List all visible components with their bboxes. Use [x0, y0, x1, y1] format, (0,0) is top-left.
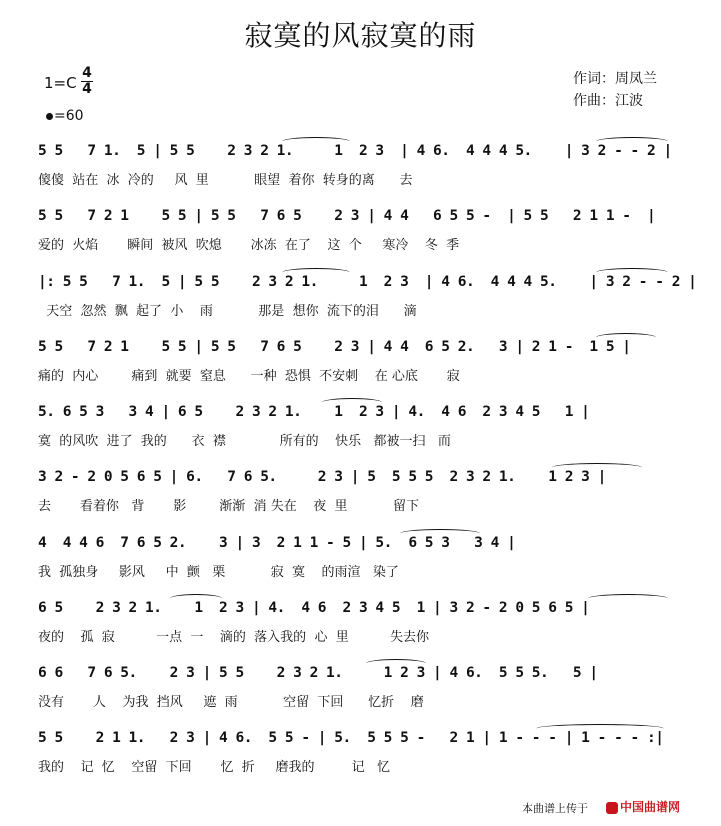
slur-mark — [282, 268, 350, 277]
slur-mark — [596, 333, 656, 342]
slur-mark — [282, 137, 350, 146]
notation-line: 6 6 7 6 5. 2 3 | 5 5 2 3 2 1. 1 2 3 | 4 6. 5 5 5. 5 | — [38, 665, 598, 681]
lyric-line: 我 孤独身 影风 中 颤 栗 寂 寞 的雨渲 染了 — [38, 565, 399, 580]
quarter-note-icon — [46, 113, 53, 120]
composer-credit: 作曲：江波 — [573, 93, 643, 109]
slur-mark — [596, 268, 668, 277]
site-logo — [606, 798, 680, 815]
notation-line: 3 2 - 2 0 5 6 5 | 6. 7 6 5. 2 3 | 5 5 5 5 2 3 2 1. 1 2 3 | — [38, 469, 606, 485]
time-signature — [81, 66, 93, 97]
lyric-line: 没有 人 为我 挡风 遮 雨 空留 下回 忆折 磨 — [38, 695, 424, 710]
lyric-line: 傻傻 站在 冰 冷的 风 里 眼望 着你 转身的离 去 — [38, 173, 413, 188]
notation-line: 5 5 7 2 1 5 5 | 5 5 7 6 5 2 3 | 4 4 6 5 5 - | 5 5 2 1 1 - | — [38, 208, 656, 224]
lyricist-credit: 作词：周凤兰 — [573, 71, 657, 87]
notation-line: 5 5 2 1 1. 2 3 | 4 6. 5 5 - | 5. 5 5 5 - 2 1 | 1 - - - | 1 - - - :| — [38, 730, 664, 746]
site-name: 中国曲谱网 — [620, 800, 681, 814]
slur-mark — [596, 137, 668, 146]
lyric-line: 去 看着你 背 影 渐渐 消 失在 夜 里 留下 — [38, 499, 419, 514]
tempo-marking — [46, 108, 84, 124]
time-bottom: 4 — [82, 81, 92, 97]
site-logo-icon — [606, 802, 618, 814]
slur-mark — [400, 529, 480, 538]
lyric-line: 我的 记 忆 空留 下回 忆 折 磨我的 记 忆 — [38, 760, 391, 775]
time-top: 4 — [82, 65, 92, 81]
slur-mark — [170, 594, 222, 603]
credits — [573, 68, 657, 112]
notation-line: 6 5 2 3 2 1. 1 2 3 | 4. 4 6 2 3 4 5 1 | 3 2 - 2 0 5 6 5 | — [38, 600, 590, 616]
notation-line: 5 5 7 1. 5 | 5 5 2 3 2 1. 1 2 3 | 4 6. 4 4 4 5. | 3 2 - - 2 | — [38, 143, 672, 159]
notation-line: 4 4 4 6 7 6 5 2. 3 | 3 2 1 1 - 5 | 5. 6 5 3 3 4 | — [38, 535, 516, 551]
footer-note: 本曲谱上传于 — [522, 802, 588, 815]
slur-mark — [322, 398, 382, 407]
tempo-value: =60 — [54, 108, 84, 124]
notation-line: |: 5 5 7 1. 5 | 5 5 2 3 2 1. 1 2 3 | 4 6. 4 4 4 5. | 3 2 - - 2 | — [38, 274, 697, 290]
lyric-line: 夜的 孤 寂 一点 一 滴的 落入我的 心 里 失去你 — [38, 630, 430, 645]
lyric-line: 痛的 内心 痛到 就要 窒息 一种 恐惧 不安刺 在 心底 寂 — [38, 369, 460, 384]
lyric-line: 寞 的风吹 进了 我的 衣 襟 所有的 快乐 都被一扫 而 — [38, 434, 451, 449]
lyric-line: 爱的 火焰 瞬间 被风 吹熄 冰冻 在了 这 个 寒冷 冬 季 — [38, 238, 460, 253]
song-title: 寂寞的风寂寞的雨 — [244, 19, 477, 52]
notation-line: 5 5 7 2 1 5 5 | 5 5 7 6 5 2 3 | 4 4 6 5 2. 3 | 2 1 - 1 5 | — [38, 339, 631, 355]
slur-mark — [552, 463, 642, 472]
slur-mark — [536, 724, 664, 733]
lyric-line: 天空 忽然 飘 起了 小 雨 那是 想你 流下的泪 滴 — [38, 304, 417, 319]
slur-mark — [588, 594, 668, 603]
notation-line: 5. 6 5 3 3 4 | 6 5 2 3 2 1. 1 2 3 | 4. 4 6 2 3 4 5 1 | — [38, 404, 590, 420]
slur-mark — [366, 659, 426, 668]
key-label: 1=C — [44, 74, 77, 92]
